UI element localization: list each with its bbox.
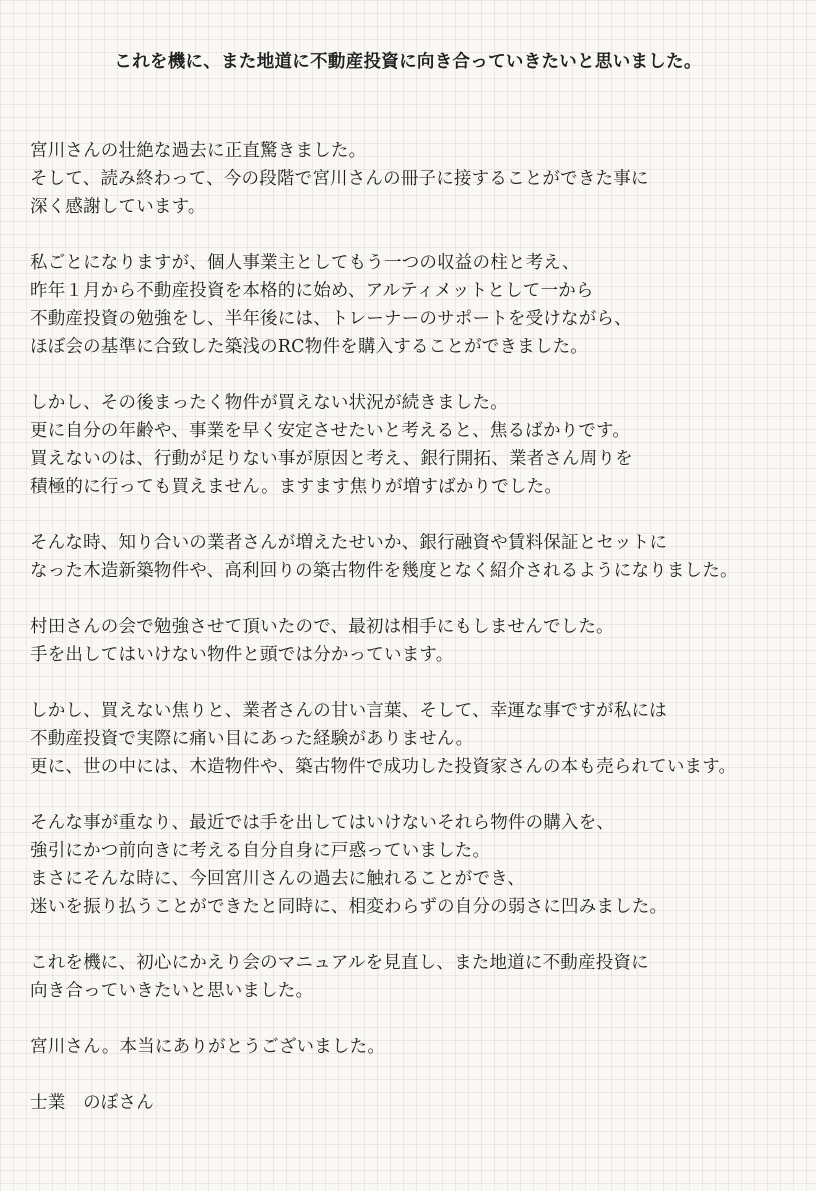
text-line: 村田さんの会で勉強させて頂いたので、最初は相手にもしませんでした。 [30,617,614,637]
text-line: 不動産投資で実際に痛い目にあった経験がありません。 [30,729,474,749]
text-line: 私ごとになりますが、個人事業主としてもう一つの収益の柱と考え、 [30,253,580,273]
text-line: 不動産投資の勉強をし、半年後には、トレーナーのサポートを受けながら、 [30,309,632,329]
text-line: そして、読み終わって、今の段階で宮川さんの冊子に接することができた事に [30,169,649,189]
text-line: 昨年１月から不動産投資を本格的に始め、アルティメットとして一から [30,281,594,301]
paragraph [30,137,816,221]
text-line: まさにそんな時に、今回宮川さんの過去に触れることができ、 [30,869,525,889]
text-line: しかし、その後まったく物件が買えない状況が続きました。 [30,393,508,413]
text-line: そんな時、知り合いの業者さんが増えたせいか、銀行融資や賃料保証とセットに [30,533,668,553]
letter-body [30,137,816,1117]
text-line: しかし、買えない焦りと、業者さんの甘い言葉、そして、幸運な事ですが私には [30,701,667,721]
letter-title: これを機に、また地道に不動産投資に向き合っていきたいと思いました。 [114,52,702,72]
text-line: 宮川さんの壮絶な過去に正直驚きました。 [30,141,367,161]
text-line: 手を出してはいけない物件と頭では分かっています。 [30,645,454,665]
paragraph [30,949,816,1005]
paragraph [30,249,816,361]
text-line: ほぼ会の基準に合致した築浅のRC物件を購入することができました。 [30,337,588,357]
paragraph [30,389,816,501]
text-line: 向き合っていきたいと思いました。 [30,981,314,1001]
paragraph [30,697,816,781]
text-line: 更に自分の年齢や、事業を早く安定させたいと考えると、焦るばかりです。 [30,421,631,441]
text-line: 買えないのは、行動が足りない事が原因と考え、銀行開拓、業者さん周りを [30,449,633,469]
paragraph [30,1033,816,1061]
text-line: 迷いを振り払うことができたと同時に、相変わらずの自分の弱さに凹みました。 [30,897,668,917]
text-line: 宮川さん。本当にありがとうございました。 [30,1037,386,1057]
text-line: これを機に、初心にかえり会のマニュアルを見直し、また地道に不動産投資に [30,953,649,973]
text-line: なった木造新築物件や、高利回りの築古物件を幾度となく紹介されるようになりました。 [30,561,738,581]
text-line: 更に、世の中には、木造物件や、築古物件で成功した投資家さんの本も売られています。 [30,757,737,777]
paragraph [30,529,816,585]
paragraph [30,613,816,669]
paragraph [30,809,816,921]
signature: 士業 のぼさん [30,1093,154,1113]
text-line: 強引にかつ前向きに考える自分自身に戸惑っていました。 [30,841,491,861]
text-line: 積極的に行っても買えません。ますます焦りが増すばかりでした。 [30,477,563,497]
text-line: 深く感謝しています。 [30,197,206,217]
text-line: そんな事が重なり、最近では手を出してはいけないそれら物件の購入を、 [30,813,615,833]
